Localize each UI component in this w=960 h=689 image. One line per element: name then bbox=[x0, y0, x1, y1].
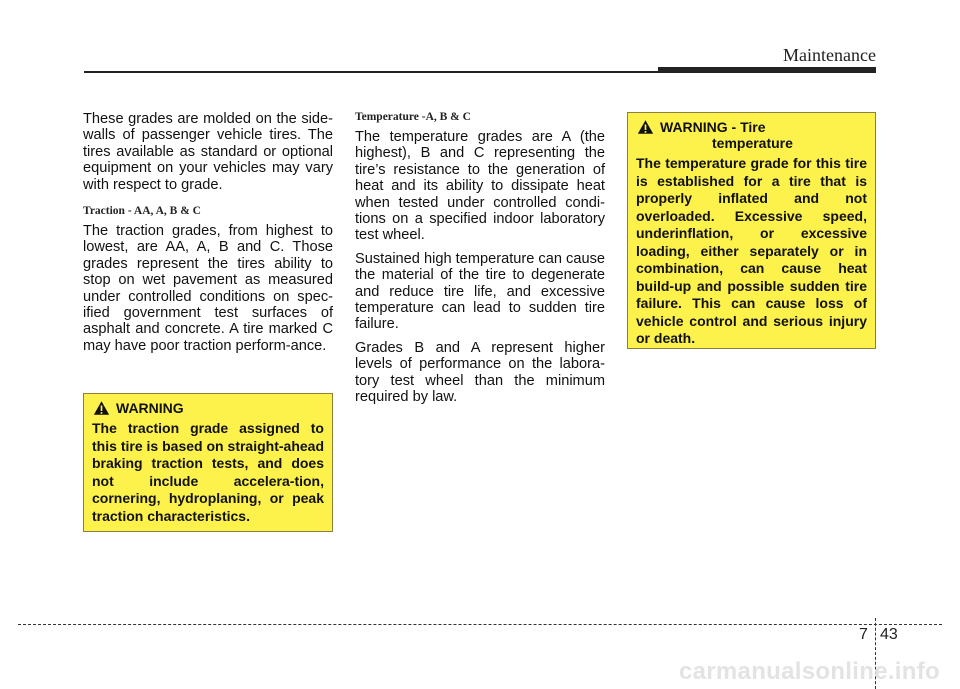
temperature-warning-title-row bbox=[636, 119, 867, 151]
temperature-paragraph-1: The temperature grades are A (the highest), B and C representing the tire’s resistance to the generation of heat and its ability to dissipate heat when tested under controlled condi-tions on a specified indoor laboratory test wheel. bbox=[355, 129, 605, 244]
temperature-heading: Temperature -A, B & C bbox=[355, 111, 471, 123]
page-number: 43 bbox=[880, 626, 898, 643]
footer-rule bbox=[18, 624, 942, 625]
traction-warning-title-row bbox=[92, 400, 324, 416]
temperature-warning-title-line2: temperature bbox=[712, 135, 793, 151]
traction-paragraph: The traction grades, from highest to lowest, are AA, A, B and C. Those grades represent the tires ability to stop on wet pavement as measured under controlled conditions on spec-ified government test surfaces of asphalt and concrete. A tire marked C may have poor traction perform-ance. bbox=[83, 223, 333, 354]
section-title: Maintenance bbox=[783, 45, 876, 65]
header-rule-thin bbox=[84, 71, 658, 73]
watermark: carmanualsonline.info bbox=[678, 658, 940, 685]
warning-triangle-icon bbox=[637, 119, 654, 135]
traction-warning-title: WARNING bbox=[116, 400, 184, 416]
traction-warning-text: The traction grade assigned to this tire is based on straight-ahead braking traction tests, and does not include accelera-tion, cornering, hydroplaning, or peak traction characteristics. bbox=[92, 420, 324, 524]
temperature-paragraph-3: Grades B and A represent higher levels of performance on the labora-tory test wheel than the minimum required by law. bbox=[355, 339, 605, 406]
temperature-warning-title-line1: WARNING - Tire bbox=[660, 119, 766, 135]
temperature-warning-box bbox=[627, 112, 876, 349]
traction-warning-box bbox=[83, 393, 333, 532]
intro-paragraph: These grades are molded on the side-walls of passenger vehicle tires. The tires available as standard or optional equipment on your vehicles may vary with respect to grade. bbox=[83, 111, 333, 193]
left-column bbox=[83, 111, 333, 361]
temperature-warning-text: The temperature grade for this tire is established for a tire that is properly inflated and not overloaded. Excessive speed, underinflation, or excessive loading, either separately or in combination, can cause heat build-up and possible sudden tire failure. This can cause loss of vehicle control and serious injury or death. bbox=[636, 155, 867, 346]
chapter-number: 7 bbox=[859, 626, 868, 643]
traction-heading: Traction - AA, A, B & C bbox=[83, 205, 201, 218]
middle-column bbox=[355, 111, 605, 413]
warning-triangle-icon bbox=[93, 400, 110, 416]
temperature-paragraph-2: Sustained high temperature can cause the material of the tire to degenerate and reduce tire life, and excessive temperature can lead to sudden tire failure. bbox=[355, 250, 605, 333]
temperature-warning-title bbox=[660, 119, 793, 151]
header-rule-thick bbox=[658, 67, 876, 73]
